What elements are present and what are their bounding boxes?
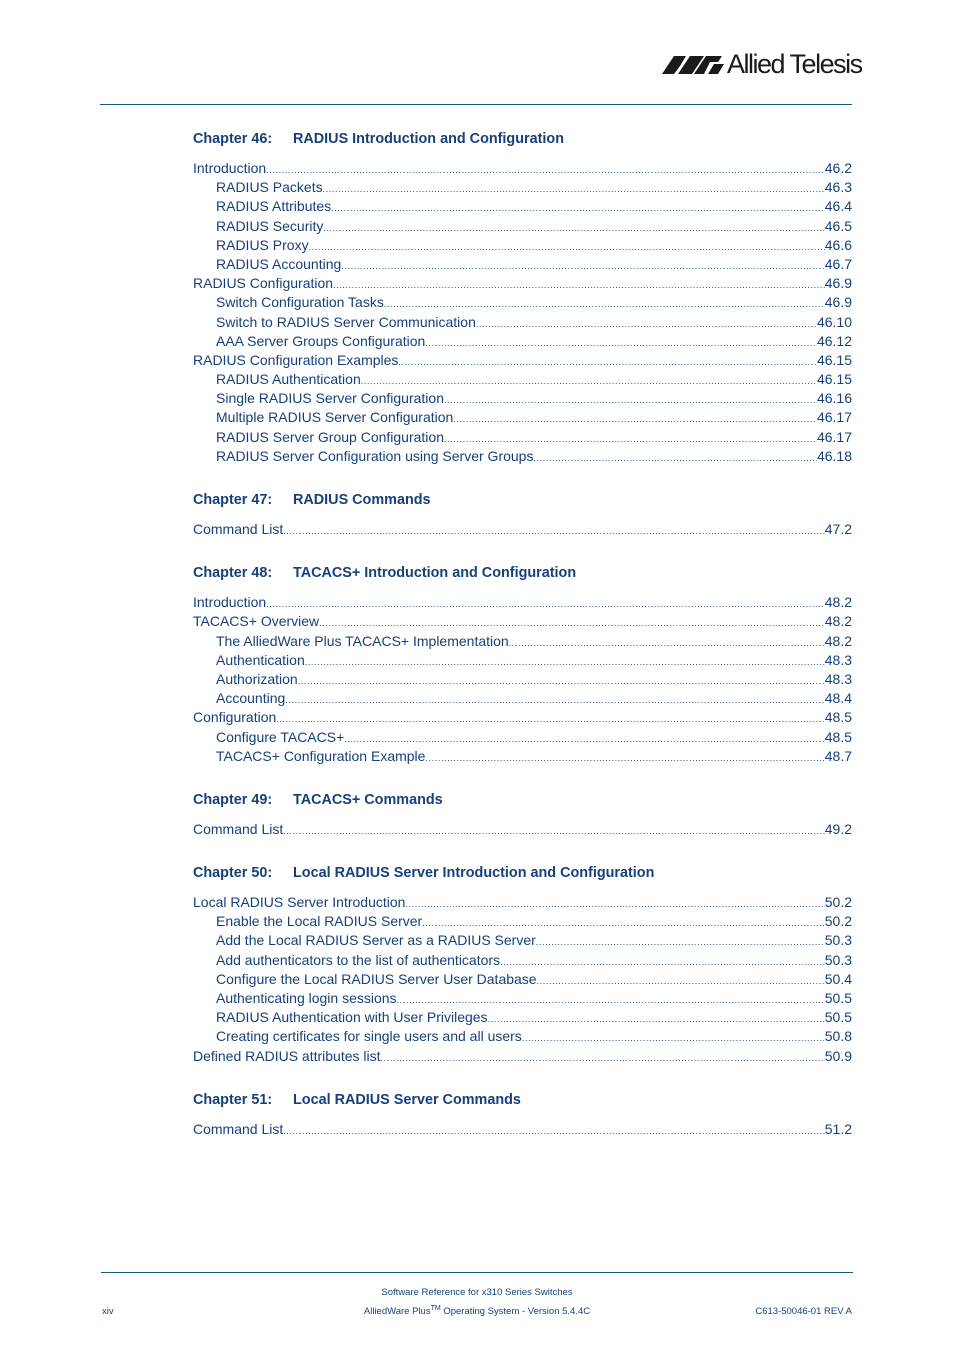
toc-entry[interactable] (193, 931, 852, 950)
toc-entry-title: Local RADIUS Server Introduction (193, 894, 406, 911)
toc-entry-page: 48.2 (824, 632, 852, 649)
toc-entry-title: Configure the Local RADIUS Server User Database (216, 970, 537, 987)
footer-doc-id: C613-50046-01 REV A (755, 1306, 852, 1317)
toc-entry[interactable] (193, 428, 852, 447)
toc-entry-page: 50.9 (824, 1047, 852, 1064)
toc-entry-page: 46.12 (816, 332, 852, 349)
dot-leader (266, 161, 825, 180)
chapter-heading[interactable] (193, 490, 852, 510)
chapter-number: Chapter 51: (193, 1091, 273, 1108)
toc-entry-page: 46.17 (816, 428, 852, 445)
toc-entry-page: 50.3 (824, 951, 852, 968)
toc-entry[interactable] (193, 593, 852, 612)
toc-entry[interactable] (193, 912, 852, 931)
toc-entry[interactable] (193, 612, 852, 631)
dot-leader (283, 522, 824, 541)
dot-leader (488, 1010, 825, 1029)
chapter-title: Local RADIUS Server Introduction and Configuration (293, 865, 655, 882)
toc-entry[interactable] (193, 408, 852, 427)
chapter-number: Chapter 48: (193, 565, 273, 582)
toc-entry[interactable] (193, 178, 852, 197)
dot-leader (533, 449, 816, 468)
toc-entry[interactable] (193, 747, 852, 766)
toc-entry[interactable] (193, 708, 852, 727)
chapter-number: Chapter 50: (193, 865, 273, 882)
toc-entry-title: Switch Configuration Tasks (216, 294, 384, 311)
dot-leader (509, 634, 825, 653)
toc-entry-title: RADIUS Authentication (216, 371, 361, 388)
toc-entry-title: RADIUS Security (216, 217, 324, 234)
toc-entry-page: 47.2 (824, 521, 852, 537)
toc-entry-title: RADIUS Authentication with User Privileges (216, 1009, 488, 1026)
toc-entry-title: Introduction (193, 594, 267, 611)
toc-entry[interactable] (193, 689, 852, 708)
toc-entry[interactable] (193, 670, 852, 689)
toc-entry[interactable] (193, 1008, 852, 1027)
dot-leader (444, 430, 817, 449)
dot-leader (298, 672, 825, 691)
toc-entry[interactable] (193, 820, 852, 839)
toc-entry-title: Accounting (216, 690, 286, 707)
dot-leader (537, 972, 825, 991)
chapter-heading[interactable] (193, 863, 852, 883)
dot-leader (444, 391, 817, 410)
toc-entry[interactable] (193, 197, 852, 216)
toc-entry-page: 48.3 (824, 670, 852, 687)
toc-entry-page: 48.5 (824, 728, 852, 745)
dot-leader (341, 257, 824, 276)
dot-leader (476, 315, 817, 334)
toc-entry[interactable] (193, 989, 852, 1008)
toc-entry[interactable] (193, 1120, 852, 1139)
toc-entry-title: Defined RADIUS attributes list (193, 1047, 381, 1064)
toc-entry[interactable] (193, 893, 852, 912)
toc-entry-title: TACACS+ Overview (193, 613, 320, 630)
dot-leader (422, 914, 825, 933)
toc-entry-page: 46.4 (824, 198, 852, 215)
dot-leader (283, 822, 824, 841)
toc-entry-title: Creating certificates for single users and all users (216, 1028, 522, 1045)
dot-leader (425, 749, 824, 768)
dot-leader (319, 614, 825, 633)
toc-entry[interactable] (193, 313, 852, 332)
toc-entry-page: 48.4 (824, 690, 852, 707)
toc-entry[interactable] (193, 370, 852, 389)
toc-entry[interactable] (193, 255, 852, 274)
table-of-contents (193, 126, 852, 1139)
toc-entry-title: Switch to RADIUS Server Communication (216, 313, 476, 330)
footer-product-suffix: Operating System - Version 5.4.4C (440, 1306, 591, 1318)
toc-entry-page: 46.15 (816, 351, 852, 368)
dot-leader (453, 410, 817, 429)
chapter-title: RADIUS Introduction and Configuration (293, 131, 564, 147)
toc-entry-title: Command List (193, 521, 284, 537)
toc-entry-title: Introduction (193, 160, 267, 176)
toc-entry[interactable] (193, 236, 852, 255)
toc-entry-page: 46.9 (824, 275, 852, 292)
toc-entry[interactable] (193, 1047, 852, 1066)
chapter-number: Chapter 46: (193, 131, 273, 147)
dot-leader (285, 691, 824, 710)
dot-leader (384, 295, 825, 314)
toc-entry-title: RADIUS Attributes (216, 198, 332, 215)
toc-entry-page: 50.2 (824, 913, 852, 930)
toc-entry[interactable] (193, 520, 852, 539)
toc-entry-page: 48.2 (824, 594, 852, 611)
toc-entry-title: Multiple RADIUS Server Configuration (216, 409, 454, 426)
toc-entry-title: RADIUS Configuration (193, 275, 334, 292)
dot-leader (500, 953, 825, 972)
footer-document-title: Software Reference for x310 Series Switches (381, 1287, 573, 1298)
dot-leader (536, 933, 825, 952)
toc-entry-title: Enable the Local RADIUS Server (216, 913, 423, 930)
chapter-title: TACACS+ Commands (293, 791, 443, 808)
toc-entry-title: RADIUS Server Group Configuration (216, 428, 444, 445)
toc-entry[interactable] (193, 274, 852, 293)
toc-entry[interactable] (193, 351, 852, 370)
toc-entry-page: 50.3 (824, 932, 852, 949)
toc-entry-page: 48.3 (824, 651, 852, 668)
dot-leader (425, 334, 817, 353)
toc-entry-page: 46.15 (816, 371, 852, 388)
toc-entry-title: Single RADIUS Server Configuration (216, 390, 444, 407)
dot-leader (283, 1122, 824, 1141)
toc-entry-title: Authentication (216, 651, 305, 668)
dot-leader (276, 710, 824, 729)
toc-entry-title: AAA Server Groups Configuration (216, 332, 426, 349)
toc-entry-page: 50.2 (824, 894, 852, 911)
toc-entry-page: 46.3 (824, 179, 852, 196)
dot-leader (522, 1029, 825, 1048)
dot-leader (305, 653, 825, 672)
chapter-title: RADIUS Commands (293, 492, 431, 508)
chapter-number: Chapter 47: (193, 492, 273, 508)
toc-entry-page: 46.2 (824, 160, 852, 176)
footer-page-number: xiv (102, 1306, 114, 1317)
toc-entry[interactable] (193, 159, 852, 178)
header-rule (100, 104, 852, 105)
toc-entry[interactable] (193, 332, 852, 351)
toc-entry-page: 46.9 (824, 294, 852, 311)
dot-leader (309, 238, 825, 257)
footer-product-prefix: AlliedWare Plus (363, 1306, 431, 1318)
toc-entry-page: 46.7 (824, 255, 852, 272)
footer-rule (101, 1272, 853, 1273)
toc-entry[interactable] (193, 728, 852, 747)
toc-entry-title: RADIUS Accounting (216, 255, 342, 272)
toc-entry[interactable] (193, 970, 852, 989)
toc-entry-page: 48.7 (824, 747, 852, 764)
toc-entry-title: Authorization (216, 670, 298, 687)
dot-leader (405, 895, 824, 914)
toc-entry[interactable] (193, 651, 852, 670)
chapter-title: Local RADIUS Server Commands (293, 1091, 521, 1108)
dot-leader (397, 991, 825, 1010)
dot-leader (361, 372, 817, 391)
chapter-heading[interactable] (193, 1090, 852, 1110)
dot-leader (398, 353, 817, 372)
toc-entry-title: TACACS+ Configuration Example (216, 747, 426, 764)
toc-entry-title: RADIUS Packets (216, 179, 323, 196)
dot-leader (333, 276, 825, 295)
dot-leader (344, 730, 824, 749)
dot-leader (266, 595, 825, 614)
toc-entry-page: 46.16 (816, 390, 852, 407)
toc-entry-page: 51.2 (824, 1120, 852, 1137)
toc-entry[interactable] (193, 447, 852, 466)
toc-entry-title: RADIUS Server Configuration using Server Groups (216, 447, 534, 464)
dot-leader (323, 180, 825, 199)
toc-entry-title: RADIUS Proxy (216, 236, 309, 253)
toc-entry-page: 49.2 (824, 820, 852, 837)
toc-entry-page: 50.5 (824, 990, 852, 1006)
toc-entry-page: 48.5 (824, 709, 852, 726)
dot-leader (381, 1049, 825, 1068)
toc-entry-page: 46.17 (816, 409, 852, 426)
toc-entry-title: Authenticating login sessions (216, 990, 397, 1006)
chapter-heading[interactable] (193, 790, 852, 810)
toc-entry[interactable] (193, 632, 852, 651)
toc-entry-title: Configuration (193, 709, 277, 726)
toc-entry-page: 50.8 (824, 1028, 852, 1045)
toc-entry[interactable] (193, 293, 852, 312)
toc-entry-title: RADIUS Configuration Examples (193, 351, 399, 368)
toc-entry[interactable] (193, 1027, 852, 1046)
toc-entry-page: 48.2 (824, 613, 852, 630)
toc-entry[interactable] (193, 217, 852, 236)
toc-entry-page: 46.10 (816, 313, 852, 330)
footer-trademark: TM (430, 1305, 441, 1312)
toc-entry-page: 46.18 (816, 447, 852, 464)
toc-entry[interactable] (193, 389, 852, 408)
footer-product-line (250, 1305, 704, 1317)
toc-entry-title: Add the Local RADIUS Server as a RADIUS Server (216, 932, 536, 949)
toc-entry-title: Command List (193, 820, 284, 837)
dot-leader (331, 199, 825, 218)
chapter-heading[interactable] (193, 563, 852, 583)
toc-entry-title: Add authenticators to the list of authenticators (216, 951, 501, 968)
toc-entry-page: 46.5 (824, 217, 852, 234)
toc-entry-title: Command List (193, 1120, 284, 1137)
chapter-number: Chapter 49: (193, 791, 273, 808)
logo-wordmark: Allied Telesis (727, 49, 862, 79)
toc-entry-title: The AlliedWare Plus TACACS+ Implementation (216, 632, 509, 649)
chapter-heading[interactable] (193, 129, 852, 149)
toc-entry-page: 50.5 (824, 1009, 852, 1026)
chapter-title: TACACS+ Introduction and Configuration (293, 565, 577, 582)
dot-leader (323, 219, 824, 238)
toc-entry-title: Configure TACACS+ (216, 728, 345, 745)
toc-entry-page: 46.6 (824, 236, 852, 253)
toc-entry[interactable] (193, 951, 852, 970)
toc-entry-page: 50.4 (824, 970, 852, 987)
